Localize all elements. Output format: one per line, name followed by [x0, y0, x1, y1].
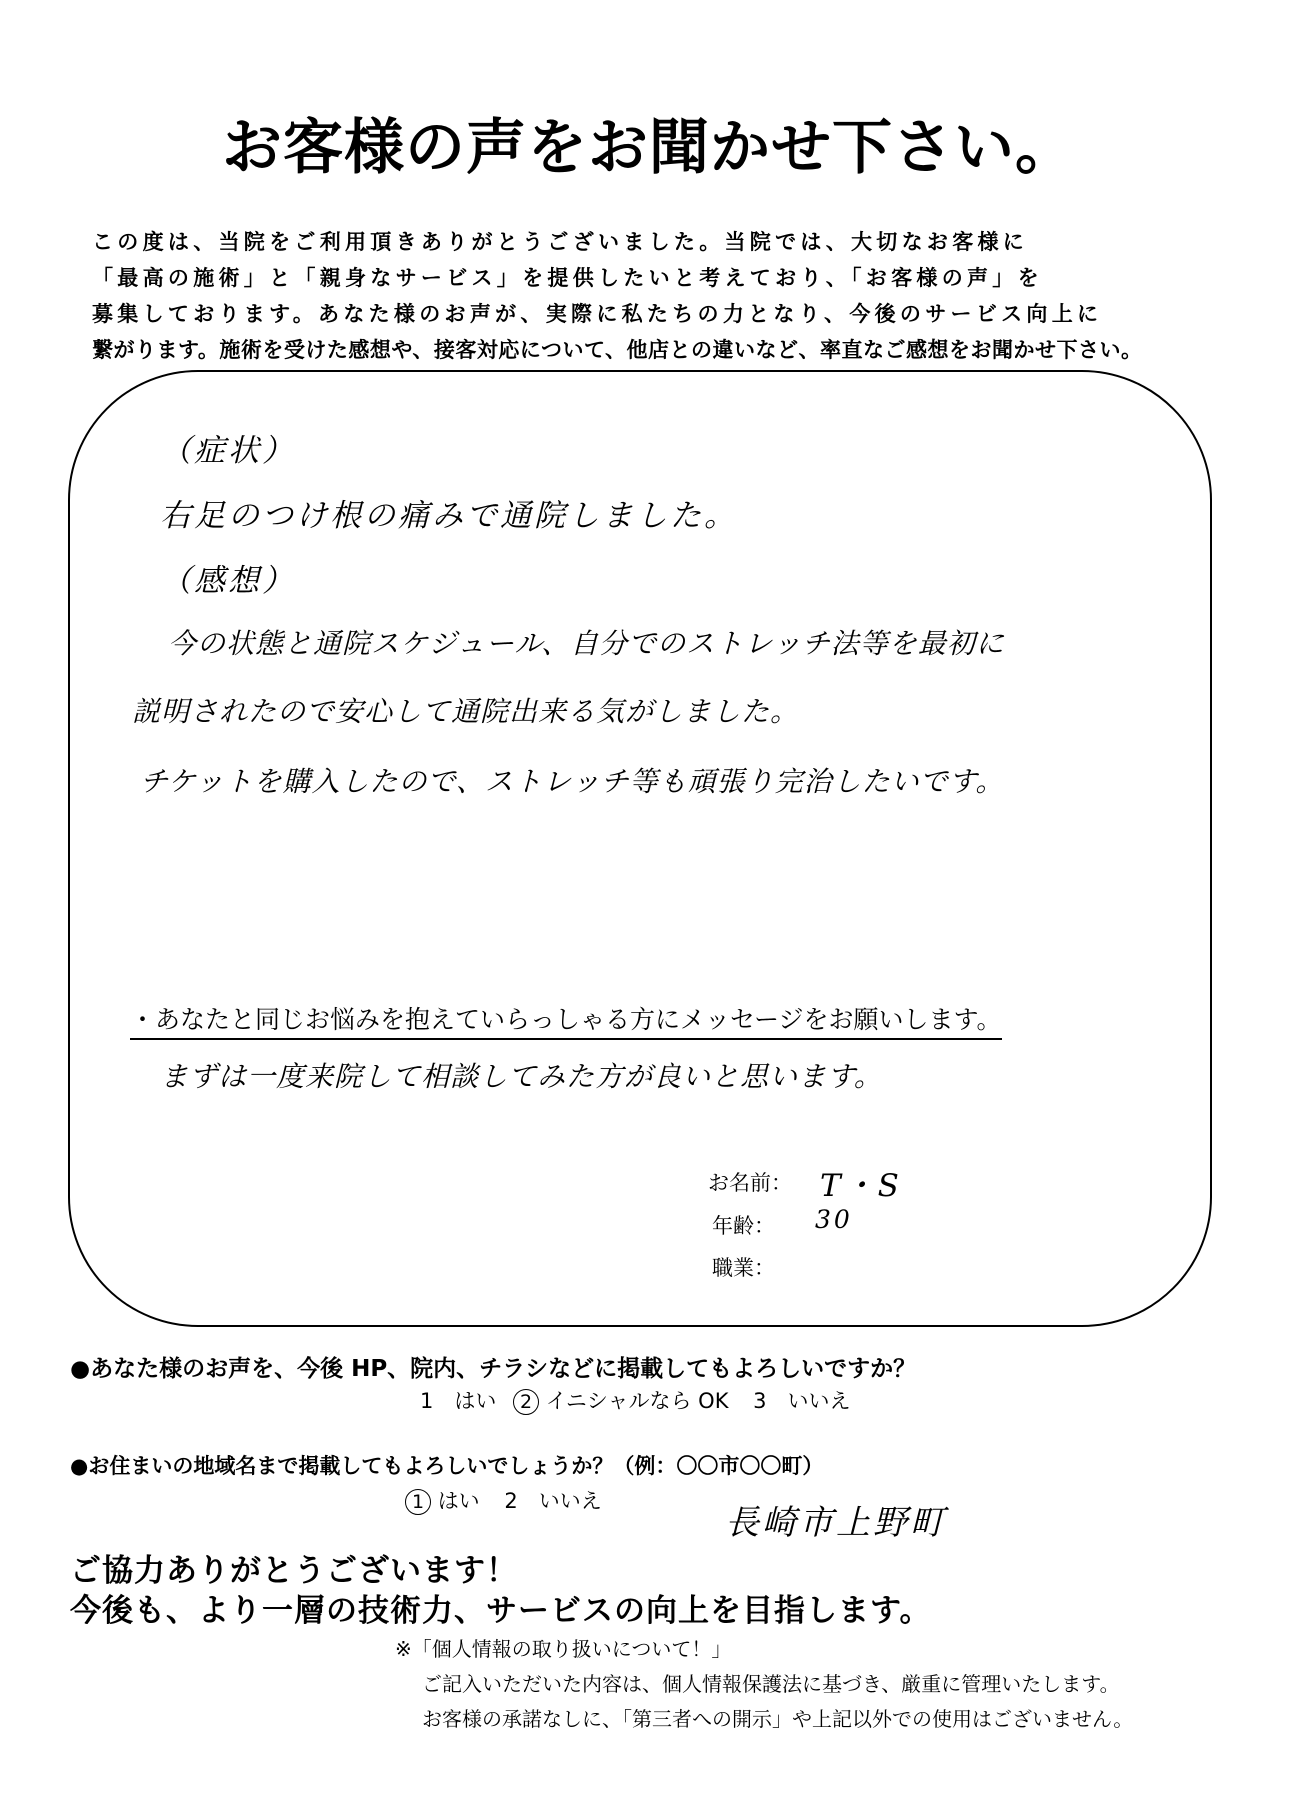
option-no: 3 いいえ [753, 1389, 851, 1413]
region-value: 長崎市上野町 [725, 1503, 947, 1543]
intro-line: 繋がります。施術を受けた感想や、接客対応について、他店との違いなど、率直なご感想をお聞かせ下さい。 [92, 338, 1143, 362]
privacy-line: お客様の承諾なしに、「第三者への開示」や上記以外での使用はございません。 [422, 1707, 1134, 1731]
age-value: 30 [815, 1205, 853, 1234]
message-prompt [130, 1000, 1002, 1036]
question-publish: ●あなた様のお声を、今後 HP、院内、チラシなどに掲載してもよろしいですか？ [70, 1356, 917, 1382]
intro-line: 募集しております。あなた様のお声が、実際に私たちの力となり、今後のサービス向上に [92, 302, 1103, 326]
message-text: まずは一度来院して相談してみた方が良いと思います。 [160, 1060, 883, 1093]
option-initials: イニシャルなら OK [545, 1389, 729, 1413]
privacy-heading: ※「個人情報の取り扱いについて！」 [395, 1637, 732, 1661]
publish-options [420, 1385, 851, 1415]
privacy-line: ご記入いただいた内容は、個人情報保護法に基づき、厳重に管理いたします。 [422, 1672, 1120, 1696]
impression-line: チケットを購入したので、ストレッチ等も頑張り完治したいです。 [140, 765, 1005, 798]
thanks-line: ご協力ありがとうございます！ [70, 1553, 518, 1589]
intro-line: この度は、当院をご利用頂きありがとうございました。当院では、大切なお客様に [92, 230, 1029, 254]
option-yes: 1 はい [420, 1389, 497, 1413]
impression-label: （感想） [160, 563, 296, 599]
message-prompt-text: ・あなたと同じお悩みを抱えていらっしゃる方にメッセージをお願いします。 [130, 1005, 1002, 1040]
option-no: 2 いいえ [504, 1489, 602, 1513]
selected-circle: 2 [513, 1389, 539, 1415]
option-yes: はい [437, 1489, 480, 1513]
intro-paragraph [92, 224, 1212, 368]
symptom-text: 右足のつけ根の痛みで通院しました。 [160, 498, 738, 534]
name-label: お名前： [708, 1171, 792, 1195]
thanks-line: 今後も、より一層の技術力、サービスの向上を目指します。 [70, 1593, 932, 1629]
region-options [405, 1485, 602, 1515]
age-label: 年齢： [712, 1214, 775, 1238]
symptom-label: （症状） [160, 433, 296, 469]
question-region: ●お住まいの地域名まで掲載してもよろしいでしょうか？（例：〇〇市〇〇町） [70, 1454, 824, 1478]
impression-line: 説明されたので安心して通院出来る気がしました。 [132, 695, 800, 728]
selected-circle: 1 [405, 1489, 431, 1515]
name-value: T・S [820, 1168, 902, 1204]
impression-line: 今の状態と通院スケジュール、自分でのストレッチ法等を最初に [168, 627, 1005, 660]
job-label: 職業： [712, 1256, 775, 1280]
page-title: お客様の声をお聞かせ下さい。 [222, 113, 1076, 183]
intro-line: 「最高の施術」と「親身なサービス」を提供したいと考えており、「お客様の声」を [92, 266, 1043, 290]
